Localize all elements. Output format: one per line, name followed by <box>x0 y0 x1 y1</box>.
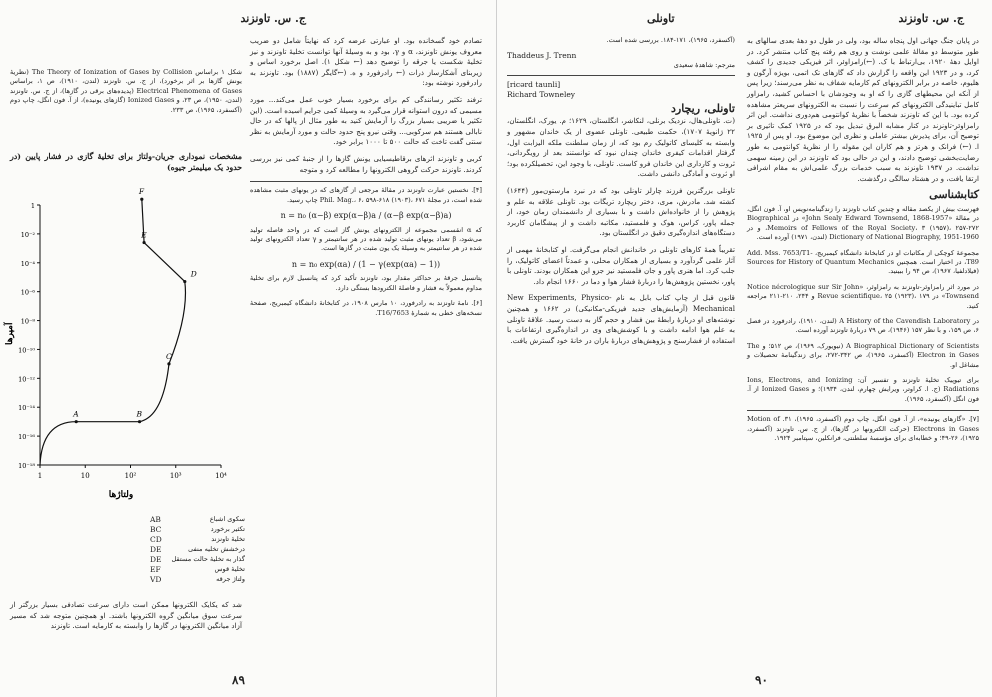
y-ticks <box>18 202 40 470</box>
chart-legend <box>150 515 245 585</box>
legend-item: تخلیهٔ تاونزند CD <box>150 535 245 544</box>
x-tick-label: 10⁴ <box>215 472 227 480</box>
paragraph: ترفند تکثیر رسانندگی کم برای برخورد بسیار خوب عمل می‌کند... مورد مسیمی که درون استوانه قرار می‌گیرد به وسیلهٔ کمی جرایم اسیده است. (این تکثیر یا ضریبی بسیار بزرگ را آزمایش کنید به طور مثال از پالها که در حال نابالی هستند هم سرکوبی... وقتی نیرو پنج حدود حالت و مورد آزمایش به نظر سنتی گفت تاخت که حالت ۵۰۰ تا ۱۰۰۰ برابر خود. <box>250 94 482 147</box>
y-tick-label: 10⁻² <box>20 230 35 239</box>
legend-item: گذار به تخلیهٔ حالت مستقل DE <box>150 555 245 564</box>
data-point-e <box>142 241 145 244</box>
formula: n = n₀ (α−β) exp(α−β)a / (α−β exp(α−β)a) <box>280 210 452 220</box>
bibliography-item: در A History of the Cavendish Laboratory (لندن، ۱۹۱۰)، رادرفورد در فصل ۶، ص ۱۵۹، و با نظر ۱۵۷ (۱۹۴۶)، ص ۷۹ دربارهٔ تاونزند آورده است. <box>747 316 980 335</box>
x-tick-label: 10 <box>80 472 90 480</box>
data-point-d <box>183 280 186 283</box>
author-name: Thaddeus J. Trenn <box>507 51 577 61</box>
paragraph: در پایان جنگ جهانی اول پنجاه ساله بود، ولی در طول دو دههٔ بعدی سالهای به طور متوسط دو مقالهٔ علمی نوشت و روی هم رفته پنج کتاب منتشر کرد. در اوایل دههٔ ۱۹۲۰، بی‌ارتباط با ک. (←)رامزاوئر، اثر فیزیکی جدیدی را کشف کرد، و در ۱۹۲۳ این واقعه را گزارش داد که گازهای تک اتمی، بویژه آرگون و هلیوم، خاصه در برابر الکترونهای کم کارمایه شفاف به نظر می‌رسند؛ زیرا پس از آنکه این محیطهای گازی را که او به وجودشان با احساس کشید، رامزاور کامل تباینیدگی الکترونهای کم سرعت را نسبت به الکترونهای سریعتر مشاهده کرده بود. با این که تاونزند شخصاً با نظریهٔ کوانتومی هم‌دوری نداشت. این اثر رامزاوئر-تاونزند در کنار مشابه البرق تبدیل بود که در ۱۹۲۵ کمک تاثیری بر توضیح آن، برای پذیرش بیشتر عاملی و نظری این موضوع بود. او پس از ۱۹۲۵ ا. (←) فرانک و هرتز و هم کاران این مقوله را از نظریهٔ کوانتومی به طور رضایت‌بخشی توضیح دادند، و این در حالی بود که تاونزند در این زمینه سهمی نداشت. در ۱۹۳۷ تاونزند به سبب خدمات بزرگ علمی‌اش به مقام اشرافی ارتقا یافت، و در هشتاد سالگی درگذشت. <box>747 36 980 183</box>
chart-title: مشخصات نموداری جریان-ولتاژ برای تخلیهٔ گازی در فشار پایین (در حدود یک میلیمتر جیوه) <box>10 152 242 172</box>
paragraph: (ت. تاونلی‌هال، نزدیک برنلی، لنکاشر، انگلستان، ۱۶۲۹؛ م. یورک، انگلستان، ۲۲ ژانویهٔ ۱۷۰۷)، حکمت طبیعی. تاونلی عضوی از یک خاندان مشهور و وابسته به کلیسای کاتولیک رم بود که، از زمان سلطنت ملکه الیزابت اول، گرفتار اقدامات کیفری خاندان چندان نبود که توانستند بعد از رویگردانی، ثروت و کارداری این خاندان فرو کاست. تاونلی، با وجود این، تحصیلکرده بود؛ او ثروت و آمادگی دانشی داشت. <box>507 116 735 179</box>
y-axis-label: آمپرها <box>5 322 15 345</box>
current-voltage-chart <box>5 187 231 505</box>
running-header-left: ج. س. تاونزند <box>240 12 306 25</box>
y-tick-label: 10⁻⁸ <box>20 317 35 326</box>
y-tick-label: 10⁻¹⁶ <box>18 433 35 442</box>
paragraph: کربی و تاونزند اثرهای برقاطیسیایی یونش گازها را از جنبهٔ کمی نیز بررسی کردند. تاونزند حرکت گروهی الکترونها را مطالعه کرد و متوجه <box>250 153 482 174</box>
y-tick-label: 10⁻¹⁴ <box>18 404 35 413</box>
data-point-c <box>167 362 170 365</box>
data-point-f <box>140 198 143 201</box>
series-line <box>40 199 185 465</box>
bibliography-item: فهرست بیش از یکصد مقاله و چندین کتاب تاونزند را زندگینامه‌نویس او، آ. فون انگل، در مقالهٔ «John Sealy Edward Townsend, 1868-1957» در Biographical Memoirs of Fellows of the Royal Society، ۳ (۱۹۵۷)، ۲۵۷-۲۷۲، و در Dictionary of National Biography, 1951-1960 (لندن، ۱۹۷۱) آورده است. <box>747 204 980 242</box>
divider <box>250 181 482 182</box>
running-header-right: ج. س. تاونزند <box>898 12 964 25</box>
x-axis-label: ولتاژها <box>108 490 134 500</box>
bibliography-item: برای تیوپیک تخلیهٔ تاونزند و تفسیر آن: Ions, Electrons, and Ionizing Radiations (ج. ا. کراوتر، ویرایش چهارم، لندن، ۱۹۳۴)؛ و Ionized Gases از آ. فون انگل (آکسفرد، ۱۹۶۵). <box>747 376 980 403</box>
reference: (آکسفرد، ۱۹۶۵)، ۱۷۱-۱۸۴. بررسی شده است. <box>606 36 735 44</box>
right-page-left-column <box>507 36 735 676</box>
right-page <box>497 0 992 697</box>
point-label: F <box>138 187 145 197</box>
data-point-a <box>75 420 78 423</box>
paragraph: تاونلی بزرگترین فرزند چارلز تاونلی بود که در نبرد مارستون‌مور (۱۶۴۴) کشته شد. مادرش، مری، دختر ریچارد تریگات بود. تاونلی علاقه به علم و پژوهش را از خانواده‌اش داشت و با بسیاری از دانشمندان زمان خود، از جمله پاور، کراس، هوک و فلمستید، مکاتبه داشت و از پیشگامان کاربرد دستگاه‌های اندازه‌گیری دقیق در انگلستان بود. <box>507 185 735 238</box>
data-point-b <box>138 420 141 423</box>
y-tick-label: 10⁻⁴ <box>20 259 35 268</box>
x-tick-label: 10² <box>124 472 137 480</box>
legend-item: ولتاژ جرقه VD <box>150 575 245 584</box>
figure-caption: شکل ۱ براساس The Theory of Ionization of Gases by Collision (نظریهٔ یونش گازها بر اثر برخورد)، از ج. س. تاونزند (لندن، ۱۹۱۰)، ص ۱، براساس Electrical Phenomena of Gases (پدیده‌های برقی در گازها)، از ج. س. تاونزند (لندن، ۱۹۵۰)، ص ۲۳، و Ionized Gases (گازهای یونیده)، از آ. فون انگل، چاپ دوم (آکسفرد، ۱۹۶۵)، ص ۲۳۳. <box>10 68 243 114</box>
running-header-center: تاونلی <box>647 12 675 25</box>
pronunciation: [ricərd taunli] <box>507 79 561 89</box>
y-tick-label: 1 <box>30 202 35 210</box>
y-tick-label: 10⁻¹⁸ <box>18 462 35 470</box>
translator: مترجم: شاهدهٔ سعیدی <box>673 61 735 70</box>
paragraph: تقریباً همهٔ کارهای تاونلی در خاندانش انجام می‌گرفت. او کتابخانهٔ مهمی از آثار علمی گردآورد و بسیاری از همکاران محلی، و عمدتاً اعضای کاتولیک، را جلب کرد. اما هنری پاور و جان فلمستید نیز جزو این همکاران بودند. تاونلی با پاور، نخستین پژوهش‌ها را دربارهٔ فشار هوا و دما در ۱۶۶۰ انجام داد. <box>507 244 735 286</box>
chart-axes <box>40 205 221 465</box>
entry-name-en: Richard Towneley <box>507 89 576 99</box>
x-tick-label: 1 <box>37 472 43 480</box>
divider <box>747 410 979 411</box>
bibliography-item: مجموعهٔ کوچکی از مکاتبات او در کتابخانهٔ دانشگاه کیمبریج، Add. Mss. 7653/T1-T89، در اختیار است. همچنین Sources for History of Quantum Mechanics (فیلادلفیا، ۱۹۶۷)، ص ۹۴ را ببینید. <box>747 248 979 276</box>
point-label: E <box>141 230 147 240</box>
section-heading: کتابشناسی <box>929 188 979 202</box>
legend-item: تخلیهٔ قوس EF <box>150 565 245 574</box>
entry-title: تاونلی، ریچارد <box>670 101 735 115</box>
footnote: که α انقسمی مجموعه از الکترونهای یونش گاز است که در واحد فاصله تولید می‌شود، β تعداد یونهای مثبت تولید شده در هر سانتیمتر و γ تعداد الکترونهای تولید شده در هر سانتیمتر به وسیلهٔ یک یون مثبت در گازها است. <box>250 225 483 253</box>
left-page-text-column <box>250 36 482 676</box>
page-number-left: ۸۹ <box>232 673 245 687</box>
right-page-right-column <box>747 36 979 676</box>
footnote: [۴]. نخستین عبارت تاونزند در مقالهٔ مرجعی از گازهای که در یونهای مثبت مشاهده شده است، در مجلهٔ Phil. Mag.، ۶، ۵۹۸-۶۱۸ (۱۹۰۳)، ۶۷۱ چاپ رسید. <box>250 186 482 204</box>
legend-item: سکوی اشباع AB <box>150 515 245 524</box>
legend-item: تکثیر برخورد BC <box>150 525 245 534</box>
page-number-right: ۹۰ <box>755 673 768 687</box>
footnote: [۶]. نامهٔ تاونزند به رادرفورد، ۱۰ مارس ۱۹۰۸، در کتابخانهٔ دانشگاه کیمبریج، صفحهٔ نسخه‌های خطی به شمارهٔ 7653/T16. <box>250 299 483 317</box>
paragraph: شد که یکایک الکترونها ممکن است دارای سرعت تصادفی بسیار بزرگتر از سرعت سوق میانگین گروه الکترونها باشند. او همچنین متوجه شد که مسیر آزاد میانگین الکترونها در گازها را وابسته به کارمایه است. تاونزند <box>10 600 242 631</box>
point-label: C <box>165 351 172 361</box>
bibliography-item: A Biographical Dictionary of Scientists (نیویورک، ۱۹۶۹)، ص ۵۱۲؛ و The Electron in Gases (آکسفرد، ۱۹۶۵)، ص ۳۴۲-۲۷۲، برای زندگینامهٔ تحصیلات و مشاغل او. <box>747 341 980 369</box>
x-ticks <box>38 465 227 480</box>
point-label: D <box>190 269 197 279</box>
bibliography-item: در مورد اثر رامزاوئر-تاونزند به رامزاوئر، «Notice nécrologique sur Sir John Townsend» در Revue scientifique، ۲۵ (۱۹۲۳)، ۱۷۹ و ۲۴۴، ۲۱۰-۲۱۱ مراجعه کنید. <box>747 282 979 310</box>
paragraph: تصادم خود گسخانده بود. او عبارتی عرضه کرد که نهایتاً شامل دو ضریب معروف یونش تاونزند، α و γ، بود و به وسیلهٔ آنها توانست تخلیهٔ تاونزند و نیز تخلیهٔ شکست یا جرقه را توضیح دهد (← شکل ۱). اصل برخورد اساس و زیربنای آشکارساز ذرات (← رادرفورد و ه. (←گایگر (۱۸۸۷) بود. تاونزند به رادرفورد نوشته بود: <box>250 36 482 88</box>
point-label: B <box>136 409 143 419</box>
legend-item: درخشش تخلیه منفی DE <box>150 545 245 554</box>
footnote: پتانسیل جرقهٔ بر حداکثر مقدار بود، تاونزند تأکید کرد که پتانسیل لازم برای تخلیهٔ مداوم معمولاً به فشار و فاصلهٔ الکترودها بستگی دارد. <box>250 274 482 292</box>
divider <box>507 75 735 76</box>
x-tick-label: 10³ <box>169 472 182 480</box>
y-tick-label: 10⁻¹⁰ <box>18 346 35 355</box>
point-label: A <box>73 409 79 419</box>
paragraph: قانون قبل از چاپ کتاب بابل به نام New Experiments, Physico-Mechanical (آزمایش‌های جدید فیزیکی-مکانیکی) در ۱۶۶۲ و همچنین نوشته‌های او دربارهٔ رابطهٔ بین فشار و حجم گاز به دست رسید. علاقهٔ تاونلی به علم هوا ادامه داشت و با کوشش‌های وی در اندازه‌گیری ارتفاعات با استفاده از فشارسنج و پژوهش‌های دربارهٔ باران در خانهٔ خود گسترش یافت. <box>507 293 735 345</box>
y-tick-label: 10⁻¹² <box>18 375 35 384</box>
footnote: [۷]. «گازهای یونیده»، از آ. فون انگل، چاپ دوم (آکسفرد، ۱۹۶۵)، ۳۱. Motion of Electrons in Gases (حرکت الکترونها در گازها)، از ج. س. تاونزند (آکسفرد، ۱۹۲۵)، ۲۶-۴۹؛ و خطابه‌ای برای مؤسسهٔ سلطنتی، فرانکلین، سپتامبر ۱۹۲۴. <box>747 415 979 443</box>
formula: n = n₀ exp(αa) / (1 − γ(exp(αa) − 1)) <box>291 259 441 269</box>
data-points <box>72 187 197 423</box>
y-tick-label: 10⁻⁶ <box>20 288 35 297</box>
